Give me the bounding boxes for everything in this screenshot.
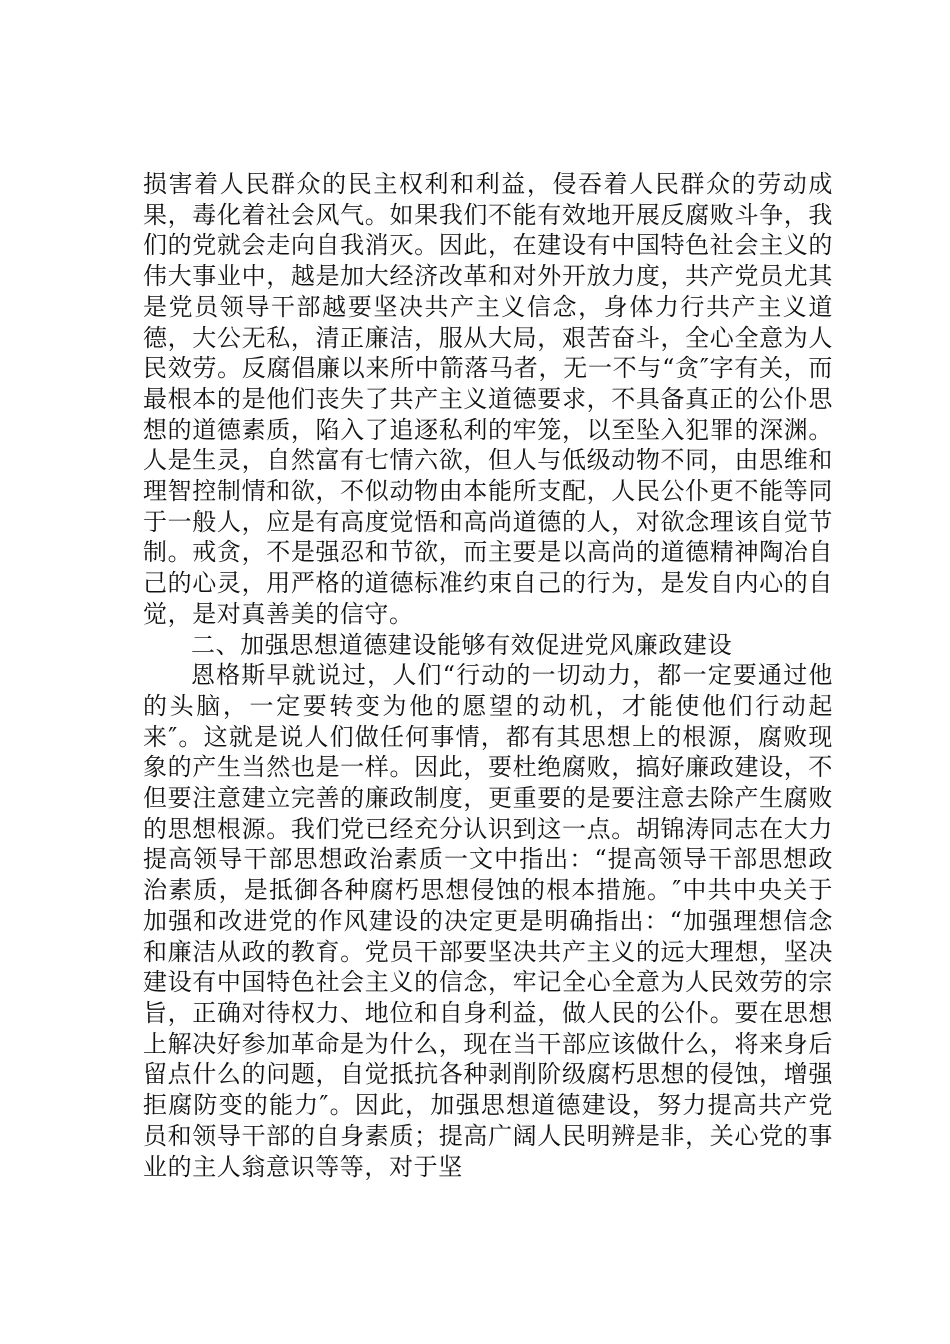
section-heading: 二、加强思想道德建设能够有效促进党风廉政建设 [191, 630, 733, 659]
document-body [143, 169, 833, 1182]
paragraph-2: 恩格斯早就说过，人们“行动的一切动力，都一定要通过他的头脑，一定要转变为他的愿望的动机，才能使他们行动起来″。这就是说人们做任何事情，都有其思想上的根源，腐败现象的产生当然也是一样。因此，要杜绝腐败，搞好廉政建设，不但要注意建立完善的廉政制度，更重要的是要注意去除产生腐败的思想根源。我们党已经充分认识到这一点。胡锦涛同志在大力提高领导干部思想政治素质一文中指出：“提高领导干部思想政治素质，是抵御各种腐朽思想侵蚀的根本措施。″中共中央关于加强和改进党的作风建设的决定更是明确指出：“加强理想信念和廉洁从政的教育。党员干部要坚决共产主义的远大理想，坚决建设有中国特色社会主义的信念，牢记全心全意为人民效劳的宗旨，正确对待权力、地位和自身利益，做人民的公仆。要在思想上解决好参加革命是为什么，现在当干部应该做什么，将来身后留点什么的问题，自觉抵抗各种剥削阶级腐朽思想的侵蚀，增强拒腐防变的能力″。因此，加强思想道德建设，努力提高共产党员和领导干部的自身素质；提高广阔人民明辨是非，关心党的事业的主人翁意识等等，对于坚 [143, 661, 833, 1181]
paragraph-1: 损害着人民群众的民主权利和利益，侵吞着人民群众的劳动成果，毒化着社会风气。如果我们不能有效地开展反腐败斗争，我们的党就会走向自我消灭。因此，在建设有中国特色社会主义的伟大事业中，越是加大经济改革和对外开放力度，共产党员尤其是党员领导干部越要坚决共产主义信念，身体力行共产主义道德，大公无私，清正廉洁，服从大局，艰苦奋斗，全心全意为人民效劳。反腐倡廉以来所中箭落马者，无一不与“贪″字有关，而最根本的是他们丧失了共产主义道德要求，不具备真正的公仆思想的道德素质，陷入了追逐私利的牢笼，以至坠入犯罪的深渊。人是生灵，自然富有七情六欲，但人与低级动物不同，由思维和理智控制情和欲，不似动物由本能所支配，人民公仆更不能等同于一般人，应是有高度觉悟和高尚道德的人，对欲念理该自觉节制。戒贪，不是强忍和节欲，而主要是以高尚的道德精神陶冶自己的心灵，用严格的道德标准约束自己的行为，是发自内心的自觉，是对真善美的信守。 [143, 170, 833, 628]
